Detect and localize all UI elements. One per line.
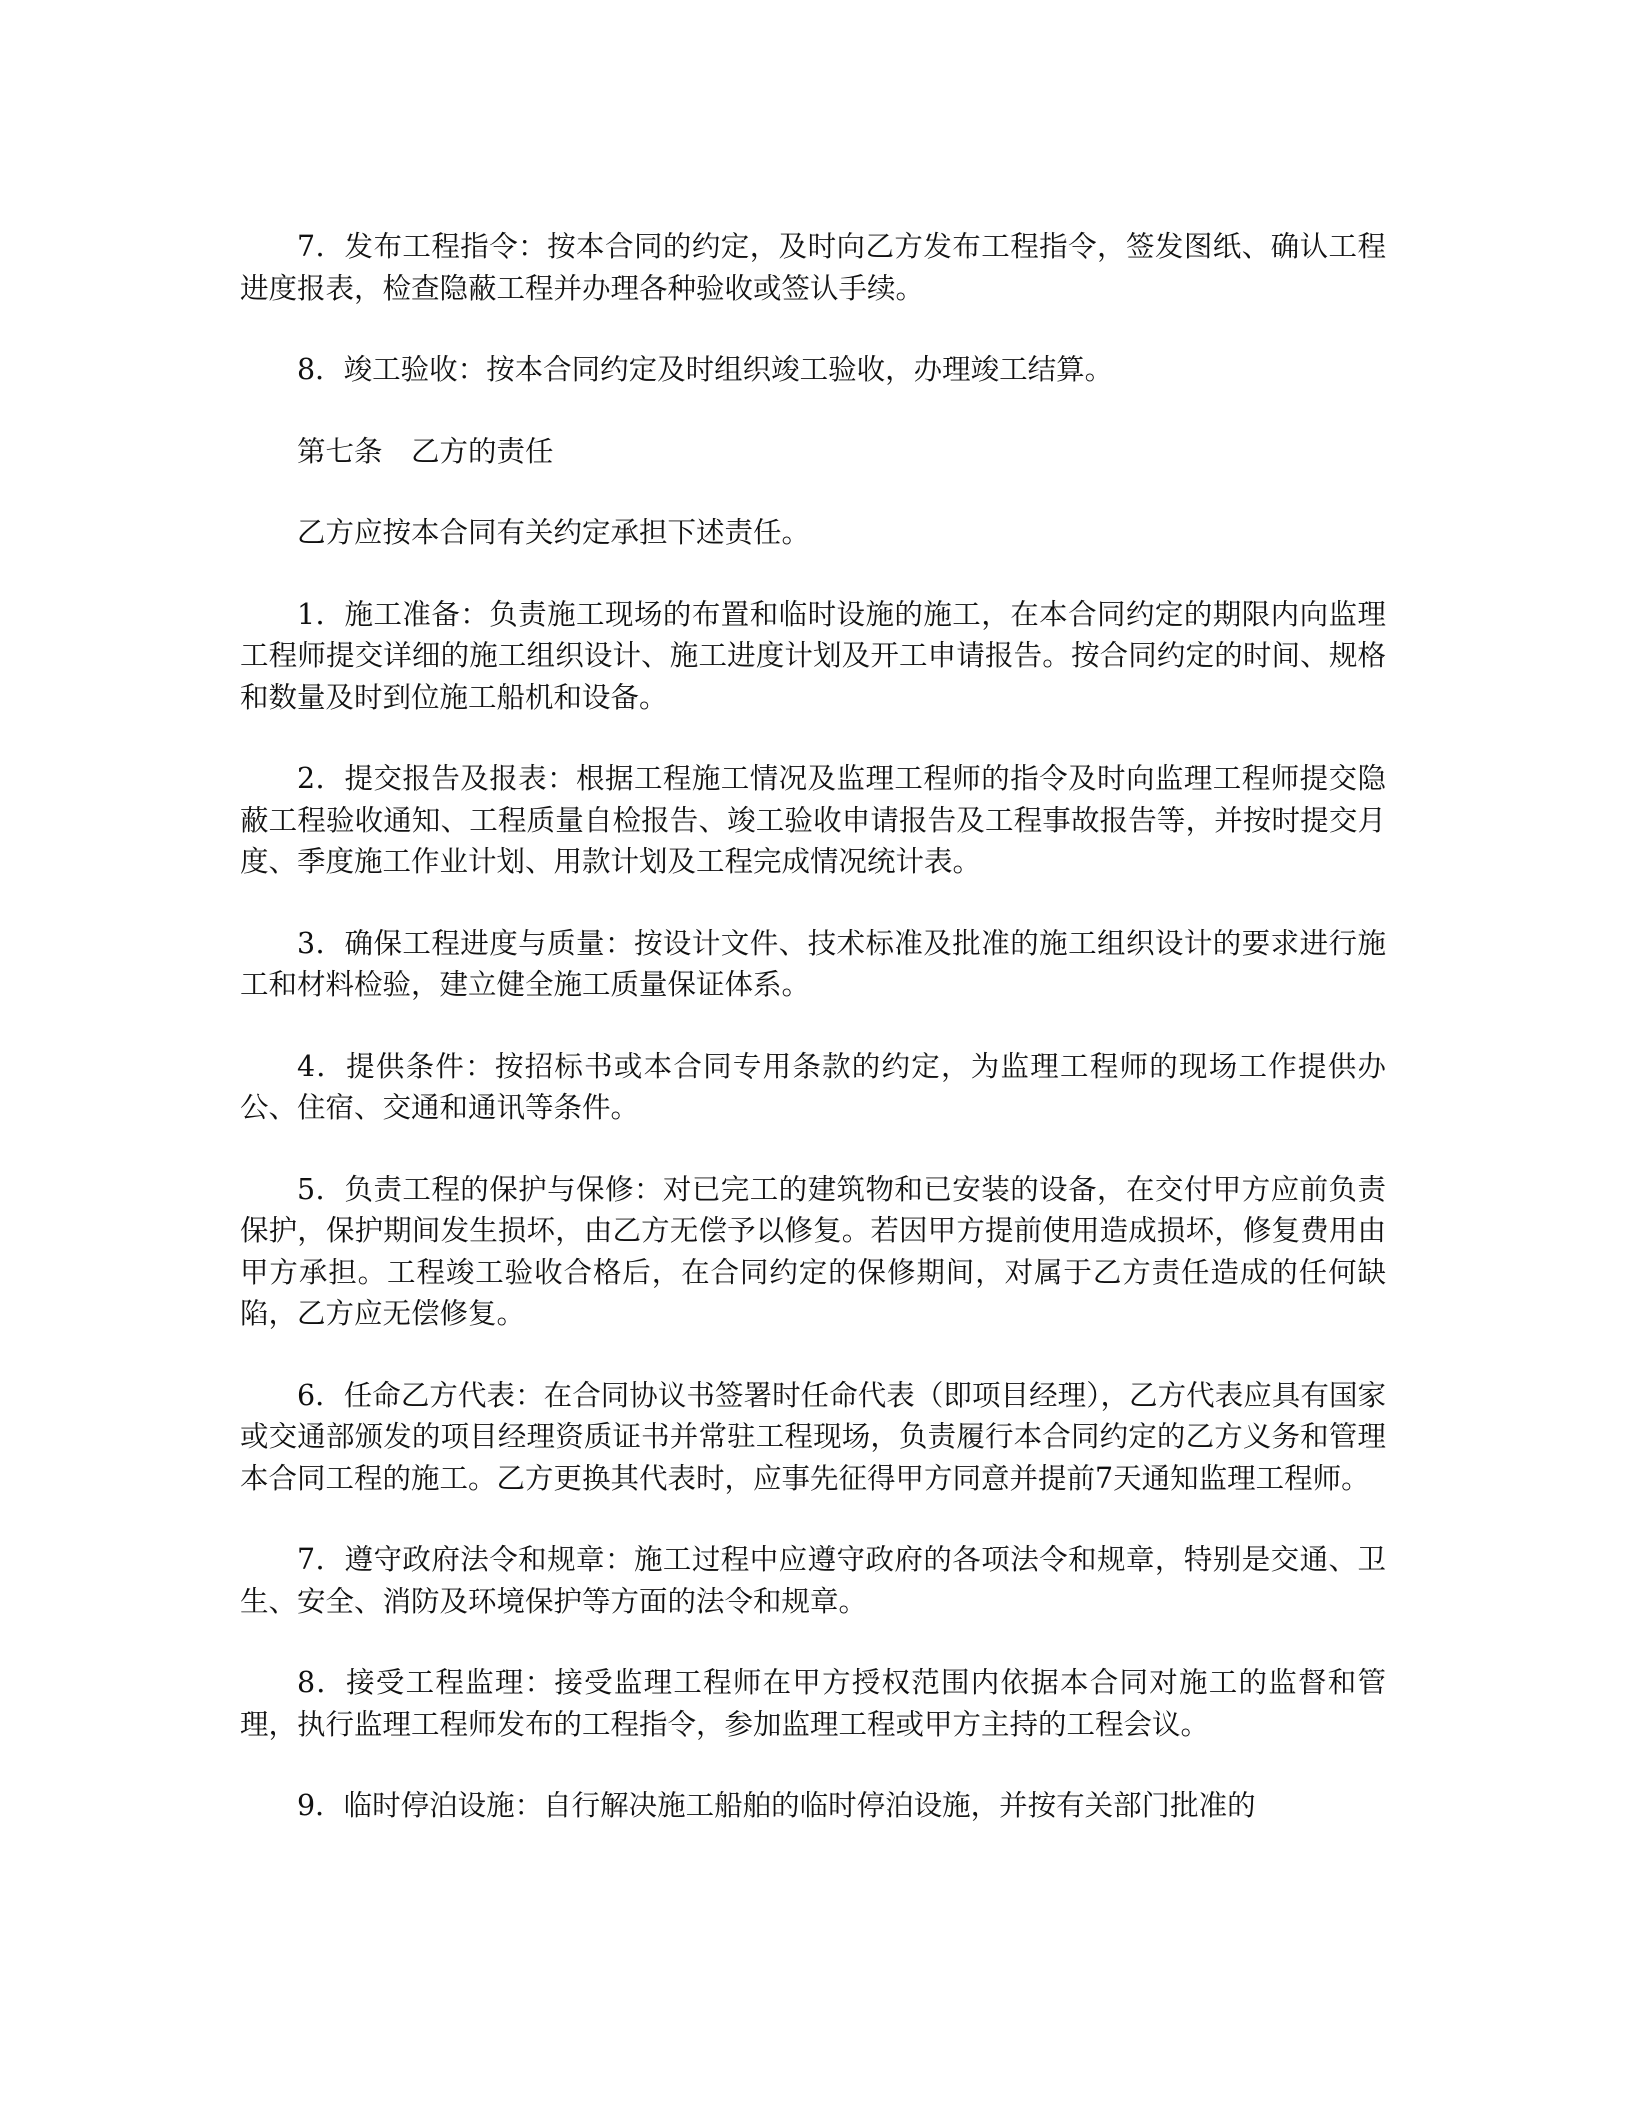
clause-6-item-7: 7．发布工程指令：按本合同的约定，及时向乙方发布工程指令，签发图纸、确认工程进度报表，检查隐蔽工程并办理各种验收或签认手续。: [240, 230, 1386, 305]
clause-7-item-9: 9．临时停泊设施：自行解决施工船舶的临时停泊设施，并按有关部门批准的: [297, 1789, 1256, 1822]
clause-7-item-3: 3．确保工程进度与质量：按设计文件、技术标准及批准的施工组织设计的要求进行施工和材料检验，建立健全施工质量保证体系。: [240, 926, 1386, 1001]
document-body: [240, 226, 1386, 1827]
clause-6-item-8: 8．竣工验收：按本合同约定及时组织竣工验收，办理竣工结算。: [297, 353, 1114, 386]
clause-7-item-1: 1．施工准备：负责施工现场的布置和临时设施的施工，在本合同约定的期限内向监理工程师提交详细的施工组织设计、施工进度计划及开工申请报告。按合同约定的时间、规格和数量及时到位施工船机和设备。: [240, 597, 1386, 714]
clause-7-intro: 乙方应按本合同有关约定承担下述责任。: [297, 516, 811, 549]
clause-7-heading: 第七条 乙方的责任: [297, 434, 554, 468]
clause-7-item-4: 4．提供条件：按招标书或本合同专用条款的约定，为监理工程师的现场工作提供办公、住宿、交通和通讯等条件。: [240, 1049, 1386, 1124]
clause-7-item-2: 2．提交报告及报表：根据工程施工情况及监理工程师的指令及时向监理工程师提交隐蔽工程验收通知、工程质量自检报告、竣工验收申请报告及工程事故报告等，并按时提交月度、季度施工作业计划、用款计划及工程完成情况统计表。: [240, 762, 1386, 878]
clause-7-item-7: 7．遵守政府法令和规章：施工过程中应遵守政府的各项法令和规章，特别是交通、卫生、安全、消防及环境保护等方面的法令和规章。: [240, 1543, 1386, 1618]
clause-7-item-8: 8．接受工程监理：接受监理工程师在甲方授权范围内依据本合同对施工的监督和管理，执行监理工程师发布的工程指令，参加监理工程或甲方主持的工程会议。: [240, 1666, 1386, 1741]
clause-7-item-6: 6．任命乙方代表：在合同协议书签署时任命代表（即项目经理），乙方代表应具有国家或交通部颁发的项目经理资质证书并常驻工程现场，负责履行本合同约定的乙方义务和管理本合同工程的施工。乙方更换其代表时，应事先征得甲方同意并提前7天通知监理工程师。: [240, 1378, 1386, 1495]
clause-7-item-5: 5．负责工程的保护与保修：对已完工的建筑物和已安装的设备，在交付甲方应前负责保护，保护期间发生损坏，由乙方无偿予以修复。若因甲方提前使用造成损坏，修复费用由甲方承担。工程竣工验收合格后，在合同约定的保修期间，对属于乙方责任造成的任何缺陷，乙方应无偿修复。: [240, 1172, 1386, 1330]
